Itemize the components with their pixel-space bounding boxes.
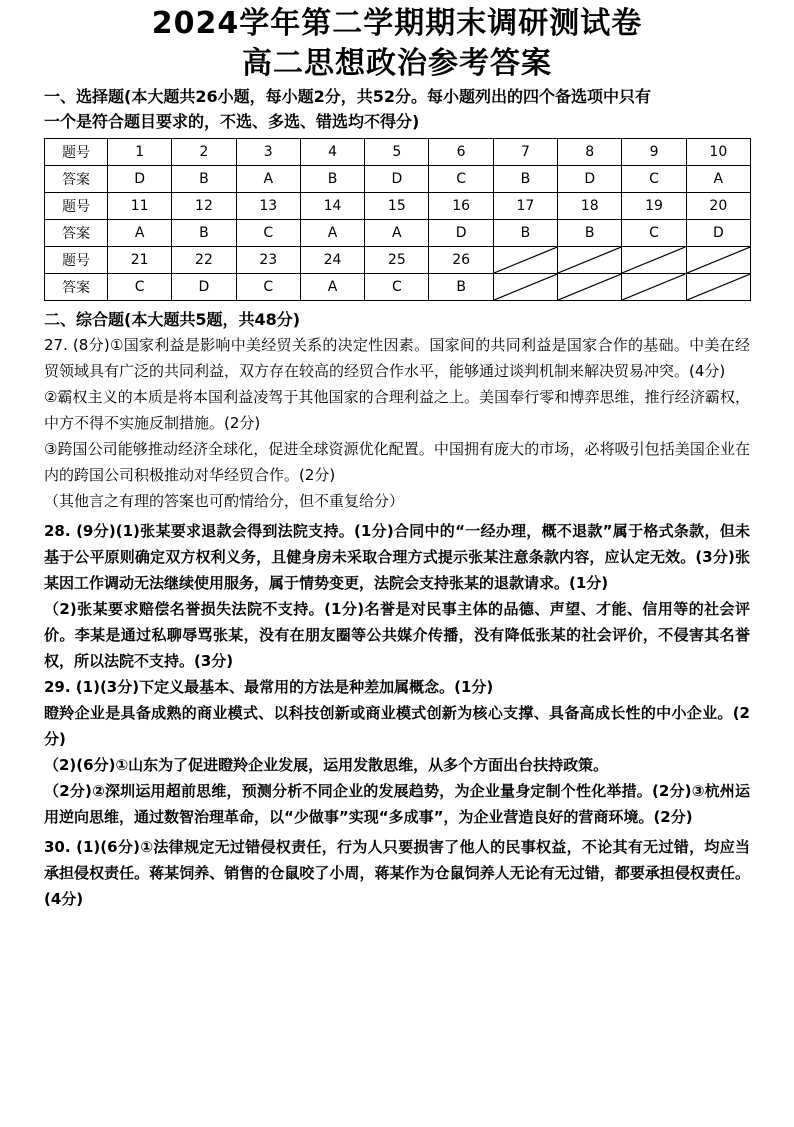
empty-cell	[622, 247, 686, 274]
row-label-answer: 答案	[45, 274, 108, 301]
diagonal-line	[687, 247, 750, 273]
answer-cell: A	[236, 166, 300, 193]
answer-cell: B	[493, 166, 557, 193]
empty-cell	[622, 274, 686, 301]
answer-cell: D	[172, 274, 236, 301]
row-label-answer: 答案	[45, 166, 108, 193]
answer-cell: A	[108, 220, 172, 247]
diagonal-line	[622, 274, 685, 300]
answer-cell: B	[493, 220, 557, 247]
question-number-cell: 10	[686, 139, 750, 166]
answer-cell: A	[365, 220, 429, 247]
title-line-2: 高二思想政治参考答案	[242, 46, 552, 81]
diagonal-line	[558, 274, 621, 300]
question-number-cell: 11	[108, 193, 172, 220]
question-number-row	[45, 139, 751, 166]
section2-heading: 二、综合题(本大题共5题，共48分)	[44, 310, 301, 329]
question-number-cell: 12	[172, 193, 236, 220]
q27-part2: ②霸权主义的本质是将本国利益凌驾于其他国家的合理利益之上。美国奉行零和博弈思维，推行经济霸权，中方不得不实施反制措施。(2分)	[44, 388, 750, 432]
q27-note: （其他言之有理的答案也可酌情给分，但不重复给分）	[44, 492, 405, 510]
question-number-cell: 8	[558, 139, 622, 166]
answer-cell: C	[622, 220, 686, 247]
diagonal-line	[622, 247, 685, 273]
answer-cell: C	[108, 274, 172, 301]
question-number-cell: 18	[558, 193, 622, 220]
row-label-number: 题号	[45, 139, 108, 166]
question-number-cell: 9	[622, 139, 686, 166]
question-number-cell: 21	[108, 247, 172, 274]
question-number-cell: 7	[493, 139, 557, 166]
answer-cell: D	[558, 166, 622, 193]
answer-cell: C	[236, 220, 300, 247]
answer-cell: A	[686, 166, 750, 193]
diagonal-line	[558, 247, 621, 273]
q29-part2: 瞪羚企业是具备成熟的商业模式、以科技创新或商业模式创新为核心支撑、具备高成长性的中小企业。(2分)	[44, 704, 750, 748]
q29-part3: （2)(6分)①山东为了促进瞪羚企业发展，运用发散思维，从多个方面出台扶持政策。	[44, 756, 609, 774]
answer-cell: D	[365, 166, 429, 193]
question-number-cell: 25	[365, 247, 429, 274]
section1-heading-line-2: 一个是符合题目要求的，不选、多选、错选均不得分)	[44, 112, 420, 131]
answer-table	[44, 138, 751, 301]
answer-cell: B	[172, 166, 236, 193]
empty-cell	[493, 274, 557, 301]
question-number-cell: 24	[300, 247, 364, 274]
q27-part3: ③跨国公司能够推动经济全球化，促进全球资源优化配置。中国拥有庞大的市场，必将吸引包括美国企业在内的跨国公司积极推动对华经贸合作。(2分)	[44, 440, 750, 484]
answer-cell: C	[236, 274, 300, 301]
answer-cell: C	[429, 166, 493, 193]
answer-cell: C	[365, 274, 429, 301]
empty-cell	[558, 274, 622, 301]
question-number-row	[45, 193, 751, 220]
question-number-cell: 4	[300, 139, 364, 166]
question-number-cell: 3	[236, 139, 300, 166]
question-number-cell: 2	[172, 139, 236, 166]
q28-part1: 28. (9分)(1)张某要求退款会得到法院支持。(1分)合同中的“一经办理，概不退款”属于格式条款，但未基于公平原则确定双方权利义务，且健身房未采取合理方式提示张某注意条款内容，应认定无效。(3分)张某因工作调动无法继续使用服务，属于情势变更，法院会支持张某的退款请求。(1分)	[44, 522, 750, 592]
empty-cell	[558, 247, 622, 274]
answer-cell: A	[300, 220, 364, 247]
answer-cell: D	[686, 220, 750, 247]
title-line-1: 2024学年第二学期期末调研测试卷	[151, 6, 643, 41]
q29-part4: （2分)②深圳运用超前思维，预测分析不同企业的发展趋势，为企业量身定制个性化举措。(2分)③杭州运用逆向思维，通过数智治理革命，以“少做事”实现“多成事”，为企业营造良好的营商环境。(2分)	[44, 782, 750, 826]
row-label-number: 题号	[45, 193, 108, 220]
question-number-cell: 17	[493, 193, 557, 220]
answer-cell: A	[300, 274, 364, 301]
q27-part1: 27. (8分)①国家利益是影响中美经贸关系的决定性因素。国家间的共同利益是国家合作的基础。中美在经贸领域具有广泛的共同利益，双方存在较高的经贸合作水平，能够通过谈判机制来解决贸易冲突。(4分)	[44, 336, 750, 380]
diagonal-line	[687, 274, 750, 300]
question-number-cell: 22	[172, 247, 236, 274]
q29-part1: 29. (1)(3分)下定义最基本、最常用的方法是种差加属概念。(1分)	[44, 678, 494, 696]
empty-cell	[686, 247, 750, 274]
answer-cell: B	[172, 220, 236, 247]
question-number-cell: 23	[236, 247, 300, 274]
question-number-cell: 20	[686, 193, 750, 220]
row-label-number: 题号	[45, 247, 108, 274]
answer-cell: D	[108, 166, 172, 193]
answer-cell: C	[622, 166, 686, 193]
diagonal-line	[494, 247, 557, 273]
empty-cell	[493, 247, 557, 274]
q30-part1: 30. (1)(6分)①法律规定无过错侵权责任，行为人只要损害了他人的民事权益，不论其有无过错，均应当承担侵权责任。蒋某饲养、销售的仓鼠咬了小周，蒋某作为仓鼠饲养人无论有无过错，都要承担侵权责任。(4分)	[44, 838, 750, 908]
answer-row	[45, 166, 751, 193]
answer-row	[45, 274, 751, 301]
question-number-row	[45, 247, 751, 274]
question-number-cell: 1	[108, 139, 172, 166]
empty-cell	[686, 274, 750, 301]
question-number-cell: 14	[300, 193, 364, 220]
question-number-cell: 15	[365, 193, 429, 220]
question-number-cell: 19	[622, 193, 686, 220]
question-number-cell: 6	[429, 139, 493, 166]
section1-heading-line-1: 一、选择题(本大题共26小题，每小题2分，共52分。每小题列出的四个备选项中只有	[44, 87, 651, 106]
question-number-cell: 5	[365, 139, 429, 166]
diagonal-line	[494, 274, 557, 300]
answer-cell: B	[558, 220, 622, 247]
q28-part2: （2)张某要求赔偿名誉损失法院不支持。(1分)名誉是对民事主体的品德、声望、才能、信用等的社会评价。李某是通过私聊辱骂张某，没有在朋友圈等公共媒介传播，没有降低张某的社会评价，不侵害其名誉权，所以法院不支持。(3分)	[44, 600, 750, 670]
question-number-cell: 13	[236, 193, 300, 220]
answer-cell: D	[429, 220, 493, 247]
answer-cell: B	[300, 166, 364, 193]
answer-cell: B	[429, 274, 493, 301]
answer-row	[45, 220, 751, 247]
question-number-cell: 26	[429, 247, 493, 274]
row-label-answer: 答案	[45, 220, 108, 247]
question-number-cell: 16	[429, 193, 493, 220]
